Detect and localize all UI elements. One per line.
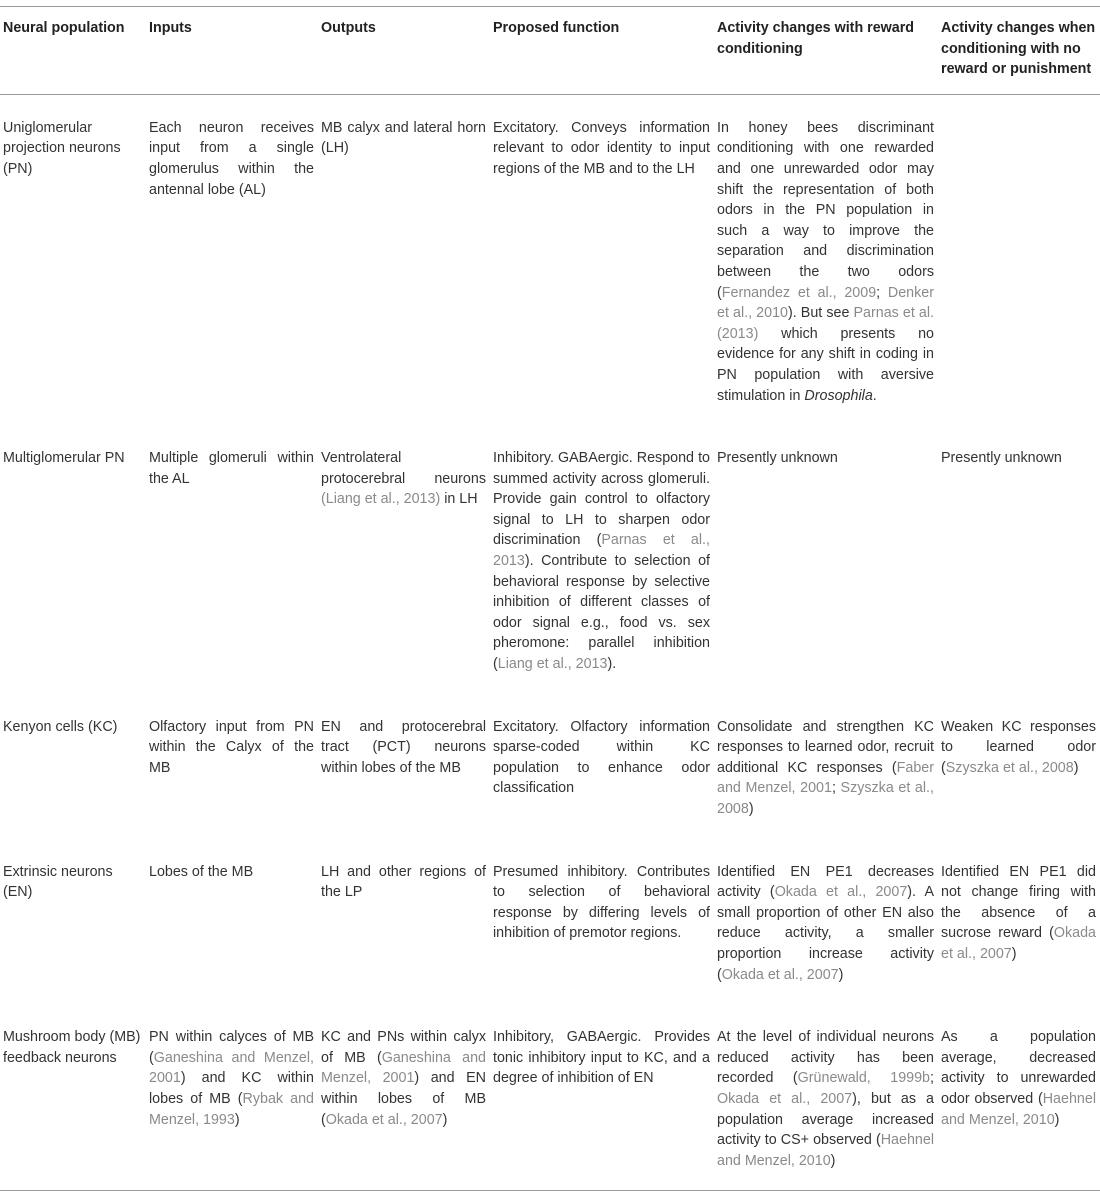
cell-reward-conditioning	[714, 839, 938, 1005]
citation-link: (Liang et al., 2013)	[321, 491, 441, 508]
cell-function	[490, 94, 714, 425]
cell-inputs	[146, 1004, 318, 1191]
citation-link: Okada et al., 2007	[325, 1111, 443, 1128]
cell-function	[490, 839, 714, 1005]
citation-link: Rybak and Menzel, 1993	[149, 1090, 314, 1128]
cell-text: )	[234, 1111, 240, 1128]
cell-function	[490, 694, 714, 839]
cell-population: Uniglomerular projection neurons (PN)	[3, 119, 121, 177]
header-proposed-function: Proposed function	[490, 7, 714, 95]
cell-text: )	[748, 801, 754, 817]
cell-text: As a population average, decreased activity to unrewarded odor observed (	[941, 1029, 1096, 1107]
cell-text: In honey bees discriminant conditioning with one rewarded and one unrewarded odor may shift the representation of both odors in the PN population in such a way to improve the separation and discrimination between the two odors (	[717, 119, 934, 301]
citation-link: Liang et al., 2013	[497, 656, 608, 673]
cell-text: ;	[876, 284, 888, 301]
cell-text: At the level of individual neurons reduced activity has been recorded (	[717, 1029, 934, 1087]
cell-no-reward-conditioning	[938, 1004, 1100, 1191]
cell-text: Ventrolateral protocerebral neurons	[321, 450, 486, 487]
cell-text: Presently unknown	[941, 450, 1062, 467]
cell-text: Multiple glomeruli within the AL	[149, 450, 314, 487]
cell-inputs	[146, 425, 318, 694]
citation-link: Szyszka et al., 2008	[717, 780, 934, 817]
cell-inputs	[146, 694, 318, 839]
cell-outputs	[318, 839, 490, 1005]
cell-text: ), but as a population average increased activity to CS+ observed (	[717, 1090, 935, 1149]
cell-reward-conditioning	[714, 1004, 938, 1191]
cell-text: ) and EN within lobes of MB (	[321, 1070, 486, 1128]
header-reward-conditioning: Activity changes with reward conditioning	[714, 7, 938, 95]
cell-text: )	[442, 1111, 448, 1128]
citation-link: Haehnel and Menzel, 2010	[717, 1132, 934, 1169]
cell-population: Kenyon cells (KC)	[3, 718, 118, 735]
cell-text: Lobes of the MB	[149, 863, 254, 880]
cell-text: which presents no evidence for any shift in coding in PN population with aversive stimulation in	[717, 325, 934, 404]
cell-text: EN and protocerebral tract (PCT) neurons within lobes of the MB	[321, 718, 486, 776]
cell-outputs	[318, 425, 490, 694]
cell-text: )	[830, 1152, 836, 1169]
citation-link: Okada et al., 2007	[717, 1090, 853, 1107]
table-row	[0, 839, 1100, 1005]
cell-text: Excitatory. Conveys information relevant to odor identity to input regions of the MB and to the LH	[493, 119, 710, 177]
cell-text: Presently unknown	[717, 450, 838, 467]
header-row	[0, 7, 1100, 95]
cell-text: Olfactory input from PN within the Calyx of the MB	[149, 718, 314, 776]
cell-text: Weaken KC responses to learned odor (	[941, 718, 1096, 776]
citation-link: Parnas et al. (2013)	[717, 305, 934, 342]
cell-outputs	[318, 694, 490, 839]
cell-reward-conditioning	[714, 694, 938, 839]
cell-population: Extrinsic neurons (EN)	[3, 863, 113, 901]
cell-text: ). Contribute to selection of behavioral response by selective inhibition of different classes of odor signal e.g., food vs. sex pheromone: parallel inhibition (	[493, 553, 710, 673]
citation-link: Ganeshina and Menzel, 2001	[149, 1049, 314, 1087]
cell-text: Consolidate and strengthen KC responses to learned odor, recruit additional KC responses (	[717, 718, 934, 776]
cell-text: ). But see	[787, 305, 854, 322]
citation-link: Okada et al., 2007	[721, 966, 839, 983]
cell-inputs	[146, 839, 318, 1005]
cell-population: Mushroom body (MB) feedback neurons	[0, 1004, 146, 1191]
cell-function	[490, 1004, 714, 1191]
table-body	[0, 94, 1100, 1191]
cell-text: Inhibitory, GABAergic. Provides tonic inhibitory input to KC, and a degree of inhibition of EN	[493, 1029, 710, 1087]
cell-text: ;	[831, 780, 841, 797]
cell-no-reward-conditioning	[938, 694, 1100, 839]
cell-text: Inhibitory. GABAergic. Respond to summed activity across glomeruli. Provide gain control to olfactory signal to LH to sharpen odor discrimination (	[493, 450, 710, 549]
cell-text: Excitatory. Olfactory information sparse-coded within KC population to enhance odor classification	[493, 718, 710, 797]
header-neural-population: Neural population	[0, 7, 146, 95]
cell-outputs	[318, 94, 490, 425]
citation-link: Parnas et al., 2013	[493, 532, 710, 570]
cell-text: )	[1054, 1111, 1060, 1128]
table-row	[0, 425, 1100, 694]
cell-no-reward-conditioning	[938, 94, 1100, 425]
citation-link: Denker et al., 2010	[717, 284, 934, 322]
citation-link: Okada et al., 2007	[941, 925, 1096, 962]
cell-text: PN within calyces of MB (	[149, 1029, 314, 1066]
cell-text: .	[872, 387, 877, 404]
cell-outputs	[318, 1004, 490, 1191]
cell-text: MB calyx and lateral horn (LH)	[321, 119, 486, 157]
cell-text: ). A small proportion of other EN also reduce activity, a smaller proportion increase activity (	[717, 884, 935, 983]
cell-text: )	[1073, 759, 1079, 776]
header-inputs: Inputs	[146, 7, 318, 95]
cell-text: in LH	[440, 491, 478, 508]
neural-population-table	[0, 6, 1100, 1191]
cell-text: ) and KC within lobes of MB (	[149, 1070, 314, 1107]
cell-text: KC and PNs within calyx of MB (	[321, 1029, 486, 1066]
cell-text: Presumed inhibitory. Contributes to selection of behavioral response by differing levels of inhibition of premotor regions.	[493, 863, 710, 942]
table-row	[0, 1004, 1100, 1191]
cell-text: LH and other regions of the LP	[321, 863, 486, 901]
cell-function	[490, 425, 714, 694]
header-no-reward-conditioning: Activity changes when conditioning with no reward or punishment	[938, 7, 1100, 95]
table-row	[0, 694, 1100, 839]
cell-text: Identified EN PE1 decreases activity (	[717, 863, 934, 901]
cell-text: )	[1011, 945, 1017, 962]
cell-reward-conditioning	[714, 94, 938, 425]
cell-text: Drosophila	[804, 387, 873, 404]
table-row	[0, 94, 1100, 425]
cell-text: )	[838, 966, 844, 983]
citation-link: Ganeshina and Menzel, 2001	[321, 1049, 486, 1087]
citation-link: Grünewald, 1999b	[797, 1070, 931, 1087]
citation-link: Haehnel and Menzel, 2010	[941, 1090, 1096, 1128]
cell-text: Identified EN PE1 did not change firing with the absence of a sucrose reward (	[941, 863, 1096, 942]
header-outputs: Outputs	[318, 7, 490, 95]
citation-link: Faber and Menzel, 2001	[717, 759, 934, 797]
cell-text: ;	[930, 1070, 934, 1087]
citation-link: Szyszka et al., 2008	[945, 759, 1074, 776]
citation-link: Okada et al., 2007	[774, 884, 908, 901]
cell-text: Each neuron receives input from a single glomerulus within the antennal lobe (AL)	[149, 119, 314, 198]
cell-reward-conditioning	[714, 425, 938, 694]
cell-no-reward-conditioning	[938, 839, 1100, 1005]
cell-population: Multiglomerular PN	[3, 450, 125, 467]
cell-inputs	[146, 94, 318, 425]
cell-no-reward-conditioning	[938, 425, 1100, 694]
cell-text: ).	[607, 656, 617, 673]
citation-link: Fernandez et al., 2009	[721, 284, 877, 301]
